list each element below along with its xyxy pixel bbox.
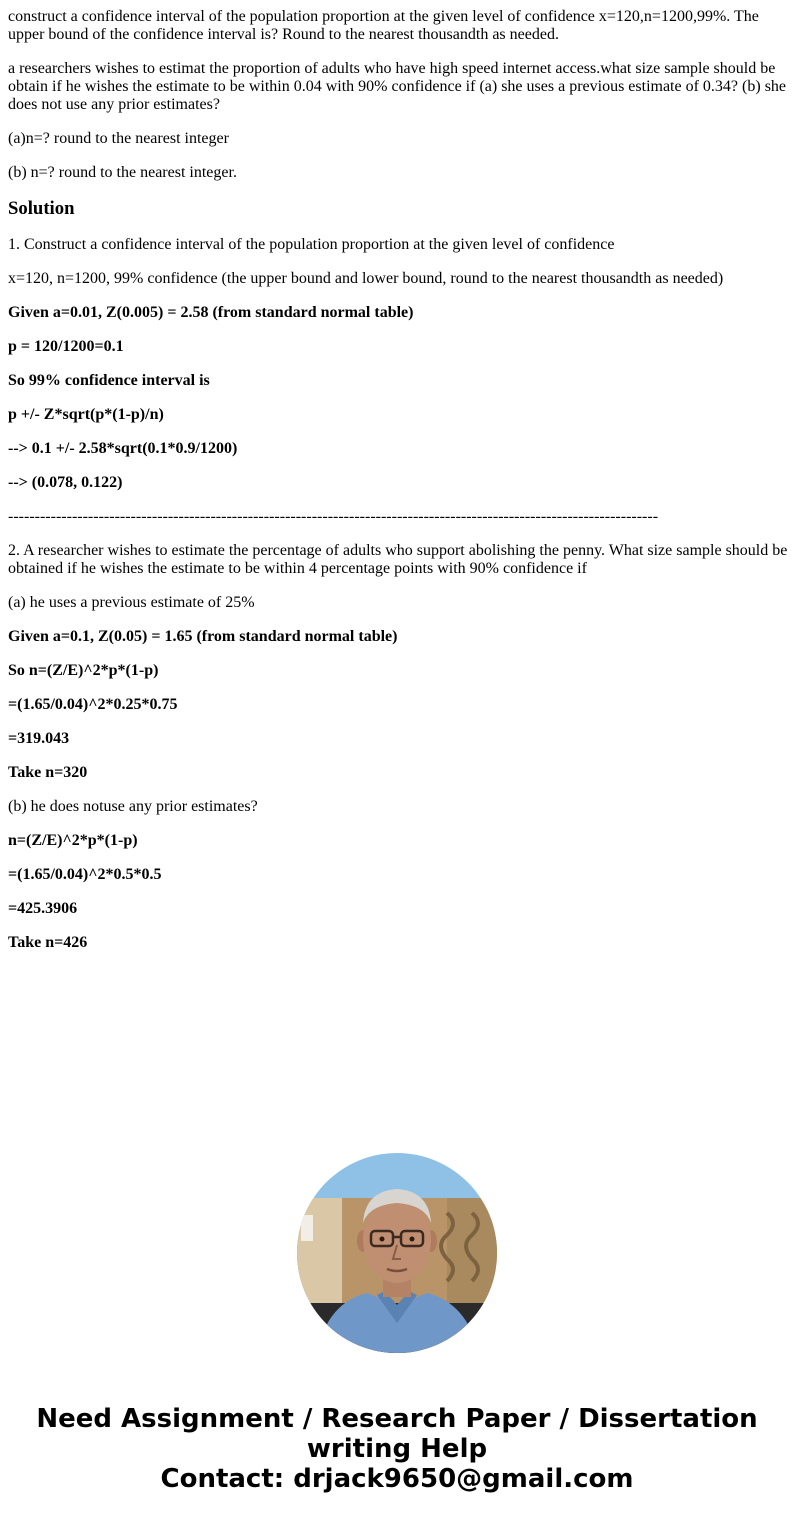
document-body — [8, 8, 788, 968]
part2a-step: =319.043 — [8, 730, 70, 747]
part1-step: Given a=0.01, Z(0.005) = 2.58 (from standard normal table) — [8, 304, 414, 321]
part2a-step: So n=(Z/E)^2*p*(1-p) — [8, 662, 159, 679]
part2b-step: =425.3906 — [8, 900, 78, 917]
solution-heading: Solution — [8, 198, 75, 219]
question-paragraph-2: a researchers wishes to estimat the proportion of adults who have high speed internet access.what size sample should be obtain if he wishes the estimate to be within 0.04 with 90% confidence if (a) she uses a previous estimate of 0.34? (b) she does not use any prior estimates? — [8, 60, 787, 113]
part2b-step: n=(Z/E)^2*p*(1-p) — [8, 832, 138, 849]
part2a-step: Given a=0.1, Z(0.05) = 1.65 (from standard normal table) — [8, 628, 398, 645]
part2b-label: (b) he does notuse any prior estimates? — [8, 798, 258, 815]
part1-step: --> 0.1 +/- 2.58*sqrt(0.1*0.9/1200) — [8, 440, 238, 457]
part1-step: p +/- Z*sqrt(p*(1-p)/n) — [8, 406, 164, 423]
part2-intro: 2. A researcher wishes to estimate the percentage of adults who support abolishing the penny. What size sample should be obtained if he wishes the estimate to be within 4 percentage points with 90% confidence if — [8, 542, 788, 577]
part1-step: p = 120/1200=0.1 — [8, 338, 124, 355]
footer-line: Need Assignment / Research Paper / Dissertation — [36, 1404, 758, 1434]
part2b-step: =(1.65/0.04)^2*0.5*0.5 — [8, 866, 162, 883]
question-paragraph-1: construct a confidence interval of the population proportion at the given level of confidence x=120,n=1200,99%. The upper bound of the confidence interval is? Round to the nearest thousandth as needed. — [8, 8, 759, 43]
question-paragraph-4: (b) n=? round to the nearest integer. — [8, 164, 237, 181]
footer-line: writing Help — [306, 1434, 488, 1464]
part2b-step: Take n=426 — [8, 934, 88, 951]
part1-step: So 99% confidence interval is — [8, 372, 210, 389]
author-portrait-icon — [297, 1153, 497, 1353]
part2a-step: Take n=320 — [8, 764, 88, 781]
part2a-label: (a) he uses a previous estimate of 25% — [8, 594, 255, 611]
footer-contact: Contact: drjack9650@gmail.com — [160, 1464, 634, 1494]
section-divider: -------------------------------------------------------------------------------------------------------------------------- — [8, 508, 659, 525]
part2a-step: =(1.65/0.04)^2*0.25*0.75 — [8, 696, 178, 713]
part1-given: x=120, n=1200, 99% confidence (the upper bound and lower bound, round to the nearest thousandth as needed) — [8, 270, 724, 287]
footer-banner — [0, 1404, 794, 1494]
question-paragraph-3: (a)n=? round to the nearest integer — [8, 130, 229, 147]
part1-step: --> (0.078, 0.122) — [8, 474, 123, 491]
part1-intro: 1. Construct a confidence interval of the population proportion at the given level of confidence — [8, 236, 615, 253]
